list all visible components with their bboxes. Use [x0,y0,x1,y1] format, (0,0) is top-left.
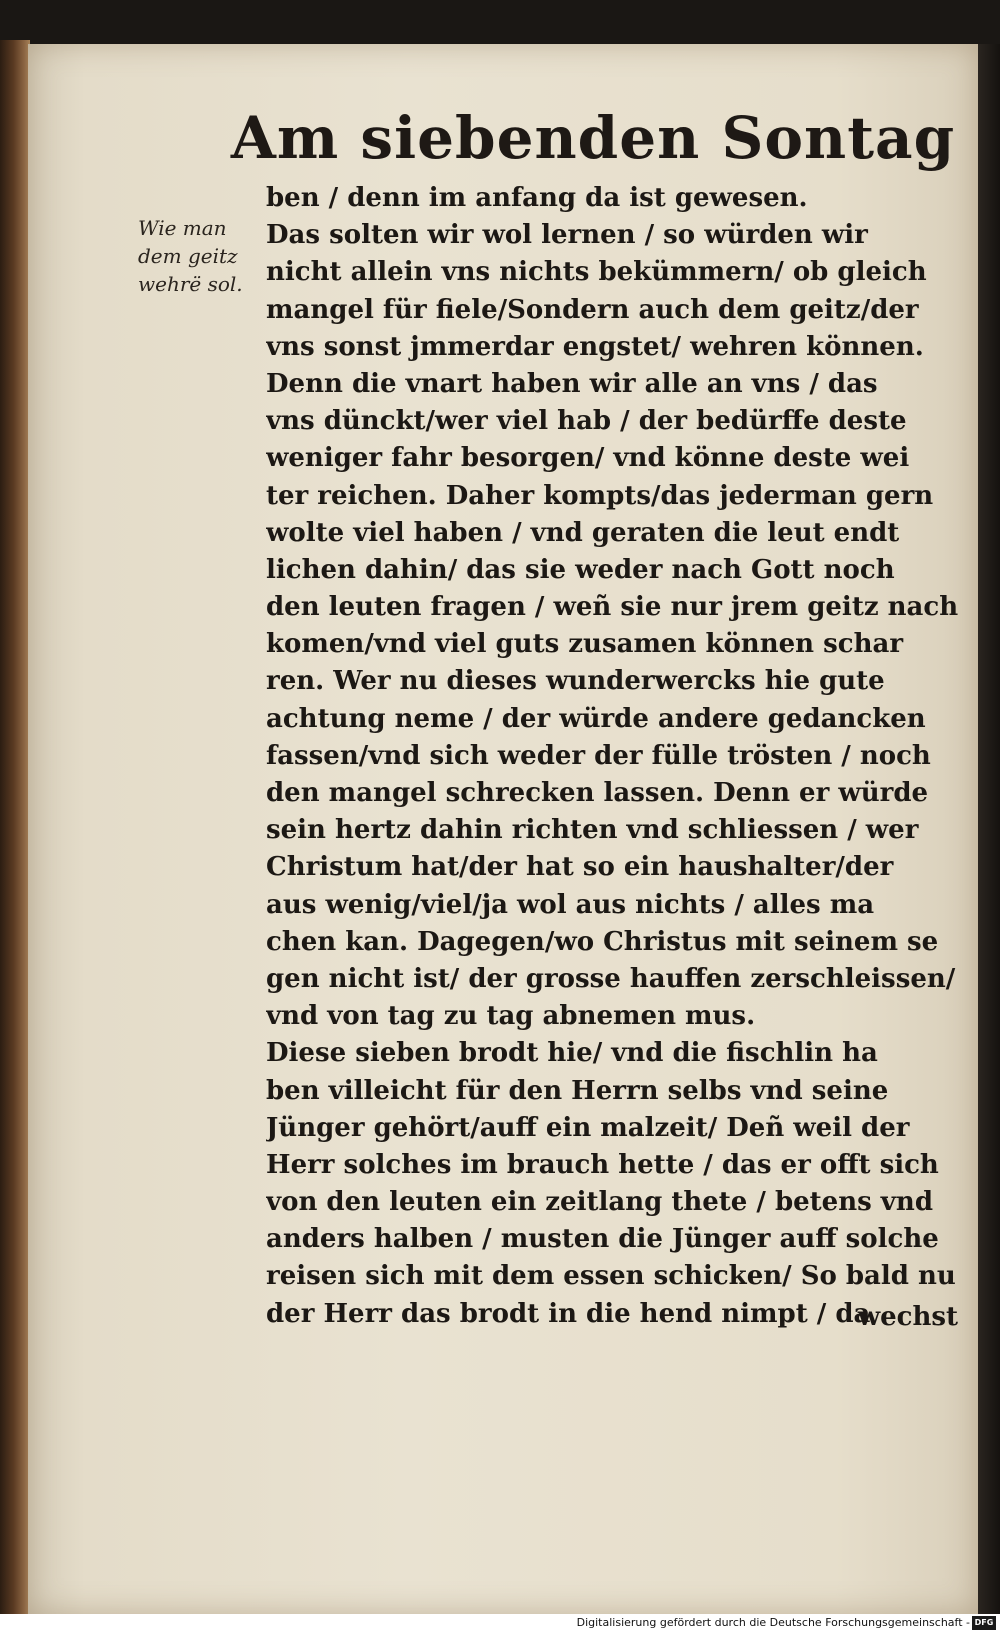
text-line: komen/vnd viel guts zusamen können schar [266,629,904,660]
text-line: ter reichen. Daher kompts/das jederman gern [266,480,934,511]
text-line: Das solten wir wol lernen / so würden wir [266,220,868,251]
text-line: weniger fahr besorgen/ vnd könne deste wei [266,443,910,474]
text-line: sein hertz dahin richten vnd schliessen / wer [266,815,919,846]
text-line: gen nicht ist/ der grosse hauffen zerschleissen/ [266,963,956,994]
page-header: Am siebenden Sontag [230,104,956,172]
book-spine-edge [0,40,30,1620]
text-line: ben / denn im anfang da ist gewesen. [266,183,808,213]
text-line: lichen dahin/ das sie weder nach Gott noch [266,554,895,585]
text-line: aus wenig/viel/ja wol aus nichts / alles ma [266,889,875,920]
text-line: chen kan. Dagegen/wo Christus mit seinem se [266,926,939,957]
text-line: Denn die vnart haben wir alle an vns / das [266,368,878,399]
text-line: von den leuten ein zeitlang thete / betens vnd [266,1187,933,1218]
text-line: anders halben / musten die Jünger auff solche [266,1224,939,1255]
text-line: vns sonst jmmerdar engstet/ wehren können. [266,331,924,362]
catchword: wechst [857,1302,958,1332]
body-text [266,180,958,1333]
text-line: Jünger gehört/auff ein malzeit/ Deñ weil der [266,1112,910,1143]
dfg-logo: DFG [972,1616,996,1630]
text-line: ren. Wer nu dieses wunderwercks hie gute [266,666,885,697]
text-line: vns dünckt/wer viel hab / der bedürffe deste [266,406,907,437]
text-line: Herr solches im brauch hette / das er offt sich [266,1149,939,1180]
text-line: ben villeicht für den Herrn selbs vnd seine [266,1075,889,1106]
marginal-note-line: wehrë sol. [138,272,243,296]
text-line: wolte viel haben / vnd geraten die leut endt [266,517,900,548]
digitization-credit: Digitalisierung gefördert durch die Deutsche Forschungsgemeinschaft - [576,1616,970,1629]
text-line: Christum hat/der hat so ein haushalter/der [266,852,894,883]
marginal-note-line: Wie man [138,216,227,240]
text-line: der Herr das brodt in die hend nimpt / da [266,1298,871,1329]
scan-right-edge [978,44,1000,1614]
text-line: achtung neme / der würde andere gedancken [266,703,926,734]
text-line: fassen/vnd sich weder der fülle trösten / noch [266,740,931,771]
text-line: den mangel schrecken lassen. Denn er würde [266,778,929,808]
text-line: vnd von tag zu tag abnemen mus. [266,1001,756,1032]
text-line: nicht allein vns nichts bekümmern/ ob gleich [266,257,927,288]
marginal-note-line: dem geitz [138,244,238,268]
text-line: Diese sieben brodt hie/ vnd die fischlin ha [266,1038,878,1069]
text-line: reisen sich mit dem essen schicken/ So bald nu [266,1261,956,1292]
book-page [28,44,978,1614]
text-line: mangel für fiele/Sondern auch dem geitz/der [266,294,919,325]
text-line: den leuten fragen / weñ sie nur jrem geitz nach [266,592,958,623]
